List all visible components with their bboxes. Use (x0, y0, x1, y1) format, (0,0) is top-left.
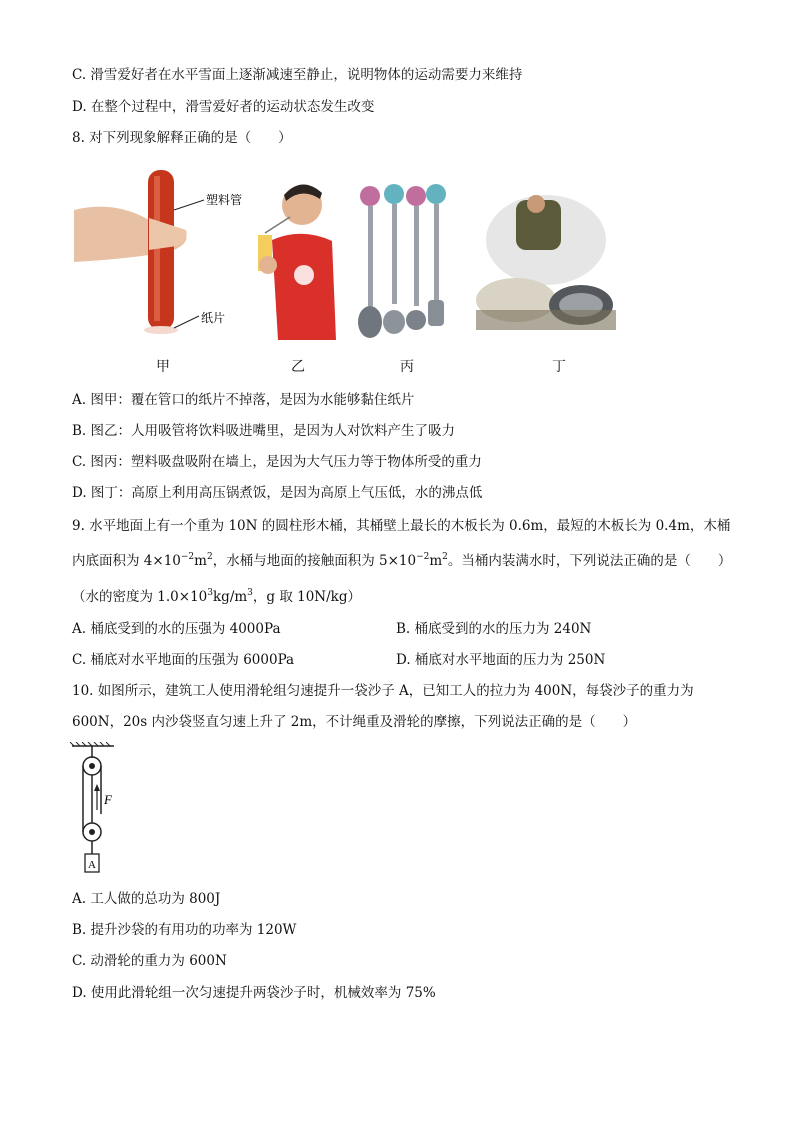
pulley-diagram (68, 742, 128, 876)
q9-option-c: C. 桶底对水平地面的压强为 6000Pa (72, 652, 295, 668)
q9-option-a: A. 桶底受到的水的压强为 4000Pa (72, 621, 281, 637)
figure-bing-suction-hooks (356, 182, 456, 345)
q9-option-d: D. 桶底对水平地面的压力为 250N (396, 652, 606, 668)
q10-option-c: C. 动滑轮的重力为 600N (72, 953, 227, 969)
label-paper: 纸片 (201, 311, 226, 325)
figure-ding-pressure-cooker (476, 190, 616, 330)
q7-option-c: C. 滑雪爱好者在水平雪面上逐渐减速至静止，说明物体的运动需要力来维持 (72, 67, 523, 83)
q10-stem-line2: 600N，20s 内沙袋竖直匀速上升了 2m，不计绳重及滑轮的摩擦，下列说法正确的是（ ） (72, 714, 637, 730)
q10-option-d: D. 使用此滑轮组一次匀速提升两袋沙子时，机械效率为 75% (72, 985, 436, 1001)
caption-jia: 甲 (156, 359, 170, 375)
label-force-f: F (104, 792, 112, 807)
caption-yi: 乙 (291, 359, 305, 375)
q8-option-b: B. 图乙：人用吸管将饮料吸进嘴里，是因为人对饮料产生了吸力 (72, 423, 456, 439)
q10-option-b: B. 提升沙袋的有用功的功率为 120W (72, 922, 297, 938)
q8-option-d: D. 图丁：高原上利用高压锅煮饭，是因为高原上气压低，水的沸点低 (72, 485, 483, 501)
q9-stem-line1: 9. 水平地面上有一个重为 10N 的圆柱形木桶，其桶壁上最长的木板长为 0.6m，最短的木板长为 0.4m，木桶 (72, 518, 731, 534)
figure-yi-boy-drinking (250, 175, 340, 345)
q10-stem-line1: 10. 如图所示，建筑工人使用滑轮组匀速提升一袋沙子 A，已知工人的拉力为 400N，每袋沙子的重力为 (72, 683, 694, 699)
label-plastic-tube: 塑料管 (206, 193, 243, 207)
figure-jia-tube (74, 170, 244, 350)
caption-bing: 丙 (400, 359, 414, 375)
q9-option-b: B. 桶底受到的水的压力为 240N (396, 621, 592, 637)
q7-option-d: D. 在整个过程中，滑雪爱好者的运动状态发生改变 (72, 99, 375, 115)
caption-ding: 丁 (552, 359, 566, 375)
q8-option-a: A. 图甲：覆在管口的纸片不掉落，是因为水能够黏住纸片 (72, 392, 415, 408)
q9-stem-line2: 内底面积为 $4\times 10^{-2}m^2$，水桶与地面的接触面积为 $5\times 10^{-2}m^2$。当桶内装满水时，下列说法正确的是（ ） (72, 552, 732, 569)
q8-stem: 8. 对下列现象解释正确的是（ ） (72, 130, 292, 146)
q9-stem-line3: （水的密度为 $1.0\times 10^3kg/m^3$，g 取 10N/kg） (72, 588, 361, 605)
q10-option-a: A. 工人做的总功为 800J (72, 891, 221, 907)
label-load-a: A (88, 859, 96, 871)
q8-option-c: C. 图丙：塑料吸盘吸附在墙上，是因为大气压力等于物体所受的重力 (72, 454, 482, 470)
